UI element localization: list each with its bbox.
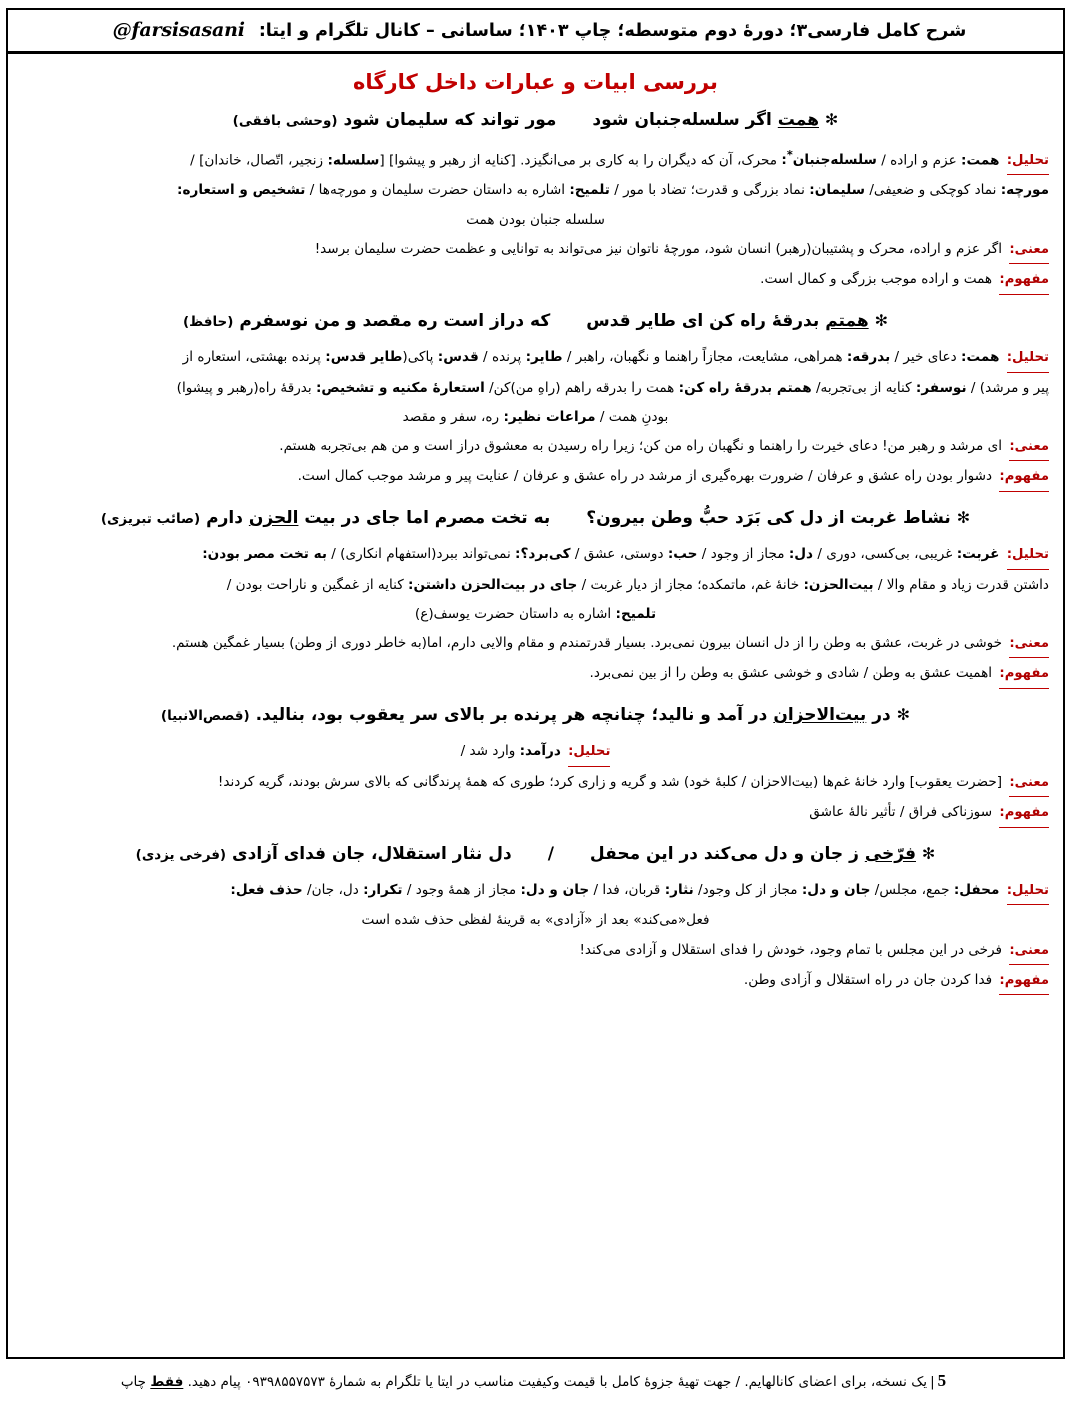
meaning-text: [حضرت یعقوب] وارد خانهٔ غم‌ها (بیت‌الاحزان / کلبهٔ خود) شد و گریه و زاری کرد؛ طوری که همهٔ پرندگانی که بالای سرش بودند، گریه کردند! xyxy=(217,773,1003,790)
analysis-row-continued xyxy=(22,907,1049,934)
concept-label: مفهوم: xyxy=(999,800,1049,827)
meaning-label: معنی: xyxy=(1009,770,1049,797)
page-header xyxy=(6,8,1065,54)
verse-bullet-icon: ✻ xyxy=(874,310,888,330)
analysis-text: تلمیح: اشاره به داستان حضرت یوسف(ع) xyxy=(414,605,657,622)
verse-bullet-icon: ✻ xyxy=(824,110,839,129)
concept-row xyxy=(22,266,1049,294)
analysis-row xyxy=(22,738,1049,766)
verse-bullet-icon: ✻ xyxy=(896,704,911,724)
meaning-label: معنی: xyxy=(1009,434,1049,461)
meaning-row xyxy=(22,937,1049,965)
verse-hemistich-1: نشاط غربت از دل کی بَرَد حبُّ وطن بیرون؟ xyxy=(586,507,951,528)
analysis-text: فعل«می‌کند» بعد از «آزادی» به قرینهٔ لفظی حذف شده است xyxy=(361,912,710,929)
concept-text: همت و اراده موجب بزرگی و کمال است. xyxy=(760,271,993,288)
concept-text: سوزناکی فراق / تأثیر نالهٔ عاشق xyxy=(809,804,993,821)
verse-line xyxy=(22,309,1049,335)
concept-label: مفهوم: xyxy=(999,464,1049,491)
verse-poet: (فرخی یزدی) xyxy=(135,846,227,863)
meaning-text: اگر عزم و اراده، محرک و پشتیبان(رهبر) انسان شود، مورچهٔ ناتوان نیز می‌تواند به توانایی و عظمت حضرت سلیمان برسد! xyxy=(314,240,1003,257)
verse-bullet-icon: ✻ xyxy=(956,507,971,527)
content-box xyxy=(6,54,1065,1359)
verse-hemistich-1: همتم بدرقهٔ راه کن ای طایر قدس xyxy=(586,310,869,331)
concept-text: اهمیت عشق به وطن / شادی و خوشی عشق به وطن را از بین نمی‌برد. xyxy=(589,665,993,682)
footer-text-b: یک نسخه، برای اعضای کانالهایم. / جهت تهیهٔ جزوهٔ کامل با قیمت وکیفیت مناسب در ایتا یا تلگرام به شمارهٔ ۰۹۳۹۸۵۵۷۵۷۳ پیام دهید. xyxy=(187,1374,928,1390)
meaning-label: معنی: xyxy=(1009,938,1049,965)
page-footer xyxy=(6,1367,1065,1394)
verse-line xyxy=(22,506,1049,532)
analysis-text: در‌آمد: وارد شد / xyxy=(460,743,561,760)
footer-text-a: چاپ xyxy=(120,1374,147,1390)
verse-poet: (قصص‌الانبیا) xyxy=(160,707,250,724)
analysis-text: داشتن قدرت زیاد و مقام والا / بیت‌الحزن: خانهٔ غم، ماتمکده؛ مجاز از دیار غربت / جای در بیت‌الحزن داشتن: کنایه از غمگین و ناراحت بودن / xyxy=(226,576,1049,593)
analysis-row xyxy=(22,541,1049,569)
concept-label: مفهوم: xyxy=(999,661,1049,688)
verse-slash: / xyxy=(547,843,554,864)
analysis-row xyxy=(22,144,1049,176)
verse-hemistich-1: فرّخی ز جان و دل می‌کند در این محفل xyxy=(589,843,916,864)
analysis-row xyxy=(22,877,1049,905)
analysis-text: سلسله جنبان بودن همت xyxy=(466,211,605,228)
analysis-text: همت: دعای خیر / بدرقه: همراهی، مشایعت، مجازاً راهنما و نگهبان، راهبر / طایر: پرنده / قدس: پاکی(طایر قدس: پرنده بهشتی، استعاره از xyxy=(182,349,1000,366)
analysis-text: مورچه: نماد کوچکی و ضعیفی/ سلیمان: نماد بزرگی و قدرت؛ تضاد با مور / تلمیح: اشاره به داستان حضرت سلیمان و مورچه‌ها / تشخیص و استعاره: xyxy=(177,182,1049,199)
telegram-handle[interactable]: @farsisasani xyxy=(112,18,245,41)
analysis-text: همت: عزم و اراده / سلسله‌جنبان*: محرک، آن که دیگران را به کاری بر می‌انگیزد. [کنایه از رهبر و پیشوا] [سلسله: زنجیر، اتّصال، خاندان] / xyxy=(190,147,1000,169)
verse-hemistich-2: که دراز است ره مقصد و من نوسفرم xyxy=(239,310,551,331)
meaning-row xyxy=(22,769,1049,797)
analysis-row-continued xyxy=(22,375,1049,402)
meaning-row xyxy=(22,630,1049,658)
verse-entry xyxy=(22,842,1049,996)
analysis-text: محفل: جمع، مجلس/ جان و دل: مجاز از کل وجود/ نثار: قربان، فدا / جان و دل: مجاز از همهٔ وجود / تکرار: دل، جان/ حذف فعل: xyxy=(230,882,1000,899)
verse-line xyxy=(22,842,1049,868)
footer-emphasis: فقط xyxy=(150,1374,184,1390)
verse-hemistich-2: مور تواند که سلیمان شود xyxy=(343,110,557,130)
header-title-row xyxy=(105,18,967,41)
verse-entry xyxy=(22,108,1049,295)
meaning-label: معنی: xyxy=(1009,631,1049,658)
meaning-text: فرخی در این مجلس با تمام وجود، خودش را فدای استقلال و آزادی می‌کند! xyxy=(579,941,1003,958)
analysis-label: تحلیل: xyxy=(1007,345,1049,372)
verse-entry xyxy=(22,309,1049,492)
footer-separator: | xyxy=(930,1374,935,1390)
verse-entry xyxy=(22,506,1049,689)
concept-row xyxy=(22,660,1049,688)
verse-hemistich-1: در بیت‌الاحزان در آمد و نالید؛ چنانچه هر پرنده بر بالای سر یعقوب بود، بنالید. xyxy=(255,704,891,725)
verse-line xyxy=(22,703,1049,729)
concept-row xyxy=(22,967,1049,995)
analysis-label: تحلیل: xyxy=(568,739,610,766)
verse-hemistich-2: به تخت مصرم اما جای در بیت الحزن دارم xyxy=(206,507,551,528)
meaning-row xyxy=(22,433,1049,461)
concept-label: مفهوم: xyxy=(999,968,1049,995)
analysis-row-continued xyxy=(22,404,1049,431)
meaning-text: ای مرشد و رهبر من! دعای خیرت را راهنما و نگهبان راه من کن؛ زیرا راه رسیدن به معشوق دراز است و من هم بی‌تجربه هستم. xyxy=(279,437,1003,454)
verse-poet: (صائب تبریزی) xyxy=(100,510,201,527)
page-title: بررسی ابیات و عبارات داخل کارگاه xyxy=(353,70,718,94)
concept-row xyxy=(22,463,1049,491)
meaning-label: معنی: xyxy=(1009,237,1049,264)
verse-entry xyxy=(22,703,1049,828)
analysis-row-continued xyxy=(22,207,1049,234)
analysis-label: تحلیل: xyxy=(1007,148,1049,175)
concept-text: فدا کردن جان در راه استقلال و آزادی وطن. xyxy=(743,972,993,989)
analysis-row-continued xyxy=(22,601,1049,628)
analysis-row xyxy=(22,344,1049,372)
concept-text: دشوار بودن راه عشق و عرفان / ضرورت بهره‌گیری از مرشد در راه عشق و عرفان / عنایت پیر و مرشد موجب کمال است. xyxy=(297,468,993,485)
header-title: شرح کامل فارسی۳؛ دورهٔ دوم متوسطه؛ چاپ ۱۴۰۳؛ ساسانی – کانال تلگرام و ایتا: xyxy=(258,20,967,41)
meaning-text: خوشی در غربت، عشق به وطن را از دل انسان بیرون نمی‌برد. بسیار قدرتمندم و مقام والایی دارم، اما(به خاطر دوری از وطن) بسیار غمگین هستم. xyxy=(171,635,1003,651)
analysis-text: بودنِ همت / مراعات نظیر: ره، سفر و مقصد xyxy=(402,408,669,425)
analysis-row-continued xyxy=(22,572,1049,599)
entries-list xyxy=(22,108,1049,995)
concept-label: مفهوم: xyxy=(999,267,1049,294)
analysis-text: غربت: غریبی، بی‌کسی، دوری / دل: مجاز از وجود / حب: دوستی، عشق / کی‌برد؟: نمی‌تواند ببرد(استفهام انکاری) / به تخت مصر بودن: xyxy=(202,546,1000,563)
analysis-text: پیر و مرشد) / نوسفر: کنایه از بی‌تجربه/ همتم بدرقهٔ راه کن: همت را بدرقه راهم (راهِ من)کن/ استعارهٔ مکنیه و تشخیص: بدرقهٔ راه(رهبر و پیشوا) xyxy=(176,379,1049,396)
meaning-row xyxy=(22,236,1049,264)
verse-hemistich-1: همت اگر سلسله‌جنبان شود xyxy=(592,110,819,130)
verse-poet: (وحشی بافقی) xyxy=(232,113,338,129)
verse-line xyxy=(22,108,1049,134)
analysis-row-continued xyxy=(22,177,1049,204)
verse-hemistich-2: دل نثار استقلال، جان فدای آزادی xyxy=(232,843,512,864)
analysis-label: تحلیل: xyxy=(1007,878,1049,905)
verse-poet: (حافظ) xyxy=(183,313,234,330)
verse-bullet-icon: ✻ xyxy=(921,843,936,863)
concept-row xyxy=(22,799,1049,827)
analysis-label: تحلیل: xyxy=(1007,542,1049,569)
page-number: 5 xyxy=(937,1371,947,1390)
